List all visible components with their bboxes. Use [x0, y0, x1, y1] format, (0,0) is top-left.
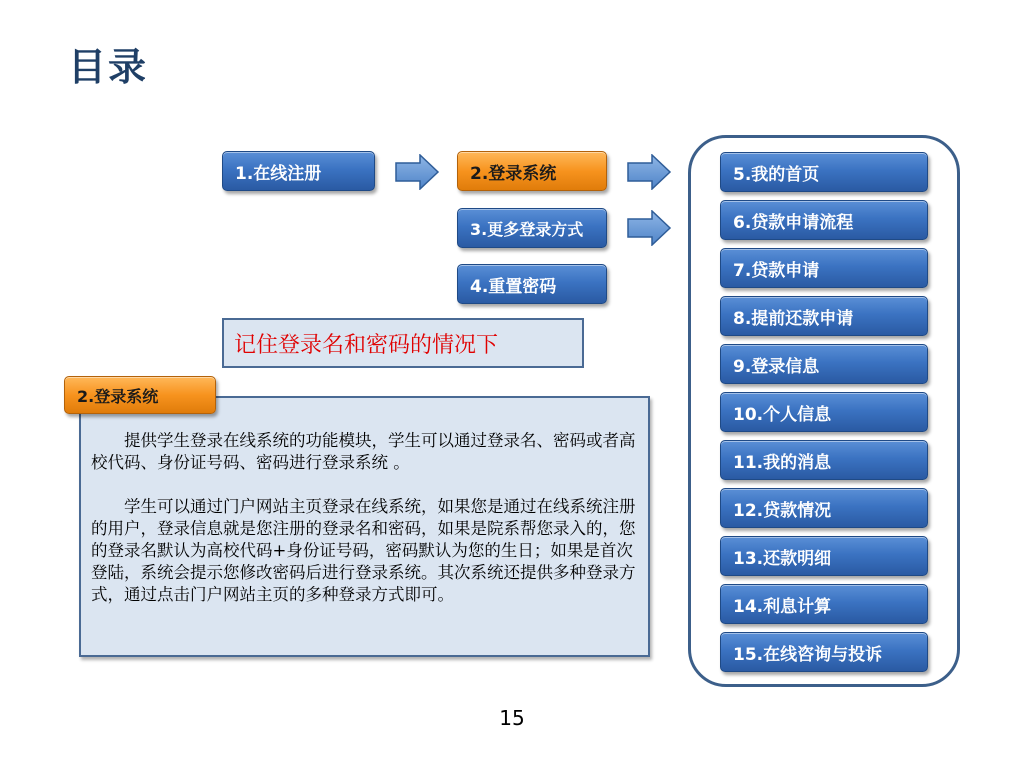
section-tag: 2.登录系统	[64, 376, 216, 414]
description-panel	[79, 396, 650, 657]
menu-item-loan-process[interactable]: 6.贷款申请流程	[720, 200, 928, 240]
page-number: 15	[499, 706, 525, 730]
menu-item-interest-calc[interactable]: 14.利息计算	[720, 584, 928, 624]
menu-item-early-repayment[interactable]: 8.提前还款申请	[720, 296, 928, 336]
menu-item-loan-status[interactable]: 12.贷款情况	[720, 488, 928, 528]
menu-item-consult-complaint[interactable]: 15.在线咨询与投诉	[720, 632, 928, 672]
description-paragraph: 提供学生登录在线系统的功能模块，学生可以通过登录名、密码或者高校代码、身份证号码、密码进行登录系统 。	[91, 431, 636, 472]
login-system-button[interactable]: 2.登录系统	[457, 151, 607, 191]
menu-item-repayment-details[interactable]: 13.还款明细	[720, 536, 928, 576]
page-title: 目录	[68, 45, 149, 89]
menu-item-loan-apply[interactable]: 7.贷款申请	[720, 248, 928, 288]
menu-item-home[interactable]: 5.我的首页	[720, 152, 928, 192]
more-login-methods-button[interactable]: 3.更多登录方式	[457, 208, 607, 248]
arrow-right-icon	[394, 154, 440, 190]
arrow-right-icon	[626, 210, 672, 246]
menu-item-messages[interactable]: 11.我的消息	[720, 440, 928, 480]
description-paragraph: 学生可以通过门户网站主页登录在线系统，如果您是通过在线系统注册的用户，登录信息就是您注册的登录名和密码，如果是院系帮您录入的，您的登录名默认为高校代码+身份证号码，密码默认为您的生日；如果是首次登陆，系统会提示您修改密码后进行登录系统。其次系统还提供多种登录方式，通过点击门户网站主页的多种登录方式即可。	[91, 497, 636, 604]
note-box: 记住登录名和密码的情况下	[222, 318, 584, 368]
menu-item-personal-info[interactable]: 10.个人信息	[720, 392, 928, 432]
arrow-right-icon	[626, 154, 672, 190]
register-button[interactable]: 1.在线注册	[222, 151, 375, 191]
menu-item-login-info[interactable]: 9.登录信息	[720, 344, 928, 384]
reset-password-button[interactable]: 4.重置密码	[457, 264, 607, 304]
